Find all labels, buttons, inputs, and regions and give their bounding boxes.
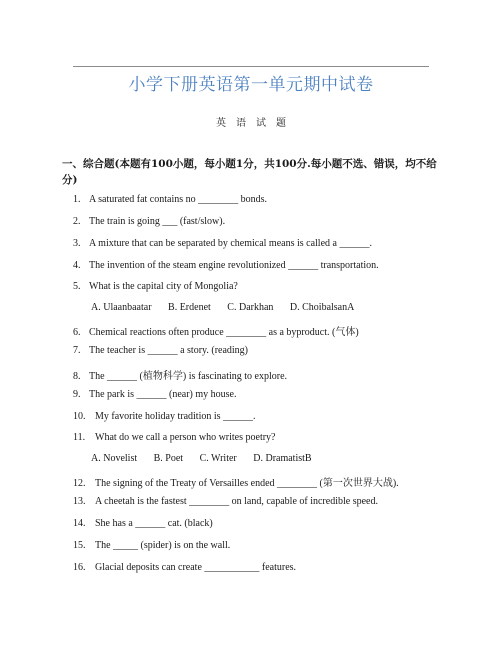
option-a: A. Ulaanbaatar [91,302,152,313]
option-b: B. Poet [153,453,184,464]
question-5: 5. What is the capital city of Mongolia? [73,281,238,292]
options-q5 [91,302,368,313]
option-d: D. DramatistB [253,453,312,464]
options-q11 [91,453,326,464]
option-c: C. Writer [199,453,237,464]
question-16: 16. Glacial deposits can create ___________ features. [73,562,297,573]
question-15: 15. The _____ (spider) is on the wall. [73,540,231,551]
option-d: D. ChoibalsanA [289,302,355,313]
header-rule [73,66,429,67]
question-1: 1. A saturated fat contains no ________ bonds. [73,194,268,205]
section-heading: 一、综合题(本题有100小题，每小题1分，共100分.每小题不选、错误，均不给分) [62,158,437,186]
page-title: 小学下册英语第一单元期中试卷 [128,75,374,95]
question-13: 13. A cheetah is the fastest ________ on land, capable of incredible speed. [73,496,378,507]
option-a: A. Novelist [91,453,138,464]
question-7: 7. The teacher is ______ a story. (reading) [73,345,249,356]
page-subtitle: 英 语 试 题 [216,118,286,129]
question-10: 10. My favorite holiday tradition is ______. [73,411,256,422]
option-b: B. Erdenet [168,302,211,313]
question-8: 8. The ______ (植物科学) is fascinating to explore. [73,371,288,382]
question-11: 11. What do we call a person who writes poetry? [73,432,276,443]
question-9: 9. The park is ______ (near) my house. [73,389,237,400]
question-14: 14. She has a ______ cat. (black) [73,518,213,529]
question-2: 2. The train is going ___ (fast/slow). [73,216,226,227]
question-4: 4. The invention of the steam engine revolutionized ______ transportation. [73,260,379,271]
question-6: 6. Chemical reactions often produce ________ as a byproduct. (气体) [73,327,359,338]
question-12: 12. The signing of the Treaty of Versailles ended ________ (第一次世界大战). [73,478,399,489]
question-3: 3. A mixture that can be separated by chemical means is called a ______. [73,238,372,249]
option-c: C. Darkhan [227,302,274,313]
